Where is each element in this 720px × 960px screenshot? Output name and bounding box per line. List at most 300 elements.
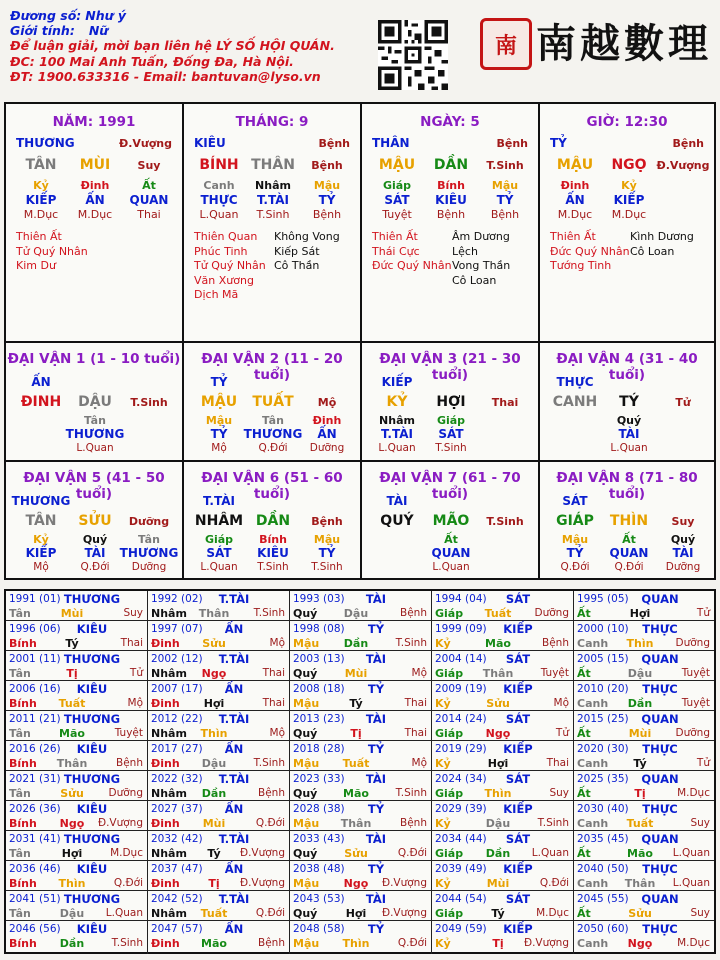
hidden-state: Q.Đới	[560, 561, 590, 573]
year-god: THƯƠNG	[63, 592, 121, 606]
year-stem: Tân	[9, 727, 31, 740]
year-label: 2047 (57)	[151, 923, 203, 935]
year-stage: Thai	[404, 697, 427, 709]
stars-list-b	[274, 230, 340, 274]
year-label: 2005 (15)	[577, 653, 629, 665]
year-god: TỶ	[367, 742, 385, 756]
dai-van-branch: HỢI	[436, 394, 466, 410]
year-god: SÁT	[505, 652, 531, 666]
year-label: 2034 (44)	[435, 833, 487, 845]
star-item: Đức Quý Nhân	[550, 244, 630, 258]
hidden-state: Tuyệt	[382, 208, 412, 221]
year-cell[interactable]	[290, 801, 432, 831]
year-cell[interactable]	[432, 681, 574, 711]
dai-van-branch: THÌN	[609, 513, 649, 529]
dai-van-6	[184, 462, 362, 579]
hidden-god: TỶ	[566, 546, 584, 560]
hidden-stem: Nhâm	[255, 179, 291, 192]
brand-calligraphy: 南越數理	[536, 20, 712, 67]
year-stage: M.Dục	[536, 907, 569, 919]
dai-van-stage: Bệnh	[311, 515, 343, 528]
year-stage: Tuyệt	[681, 697, 710, 709]
year-stem: Bính	[9, 877, 37, 890]
year-label: 2045 (55)	[577, 893, 629, 905]
year-stem: Quý	[293, 907, 318, 920]
year-cell[interactable]	[432, 861, 574, 891]
year-stem: Tân	[9, 607, 31, 620]
hidden-god: ẤN	[565, 193, 585, 207]
year-branch: Mão	[343, 787, 369, 800]
year-branch: Mùi	[60, 607, 84, 620]
year-stage: T.Sinh	[111, 937, 143, 949]
year-cell[interactable]	[574, 681, 714, 711]
year-label: 2029 (39)	[435, 803, 487, 815]
hidden-god: T.TÀI	[381, 427, 413, 441]
year-cell[interactable]	[148, 921, 290, 954]
year-branch: Thân	[624, 877, 656, 890]
year-label: 2009 (19)	[435, 683, 487, 695]
year-stage: Tử	[696, 607, 710, 619]
year-stage: Thai	[120, 637, 143, 649]
year-cell[interactable]	[432, 651, 574, 681]
stars-list-a	[194, 230, 266, 303]
year-stem: Giáp	[435, 607, 464, 620]
year-stem: Mậu	[293, 697, 320, 710]
year-branch: Dậu	[343, 607, 369, 620]
year-stage: Mộ	[411, 667, 427, 679]
year-cell[interactable]	[6, 681, 148, 711]
year-cell[interactable]	[574, 591, 714, 621]
stars-list-a	[550, 230, 630, 274]
hidden-state: Q.Đới	[258, 442, 288, 454]
year-cell[interactable]	[574, 621, 714, 651]
year-cell[interactable]	[290, 591, 432, 621]
pillar-top-god: THÂN	[372, 136, 410, 150]
year-stem: Quý	[293, 727, 318, 740]
hidden-stem: Bính	[259, 533, 287, 546]
year-cell[interactable]	[148, 861, 290, 891]
hidden-god: TÀI	[672, 546, 694, 560]
year-god: KIÊU	[76, 862, 108, 876]
year-god: KIÊU	[76, 922, 108, 936]
year-cell[interactable]	[432, 891, 574, 921]
year-branch: Tị	[492, 937, 504, 950]
year-god: SÁT	[505, 832, 531, 846]
year-cell[interactable]	[432, 591, 574, 621]
year-god: TÀI	[365, 892, 387, 906]
year-stem: Canh	[577, 757, 609, 770]
year-cell[interactable]	[290, 861, 432, 891]
pillar-top-stage: Bệnh	[318, 137, 350, 150]
year-cell[interactable]	[574, 651, 714, 681]
year-branch: Tý	[491, 907, 505, 920]
year-branch: Hợi	[61, 847, 83, 860]
year-label: 1995 (05)	[577, 593, 629, 605]
year-cell[interactable]	[6, 861, 148, 891]
year-stage: Suy	[690, 817, 710, 829]
dai-van-god: SÁT	[562, 494, 588, 508]
year-god: TÀI	[365, 772, 387, 786]
star-item: Thiên Ất	[372, 230, 418, 243]
year-branch: Sửu	[486, 697, 510, 710]
year-stage: M.Dục	[677, 937, 710, 949]
year-god: QUAN	[641, 892, 679, 906]
year-branch: Thìn	[58, 877, 86, 890]
hidden-god: TỶ	[210, 427, 228, 441]
year-cell[interactable]	[432, 621, 574, 651]
year-cell[interactable]	[148, 891, 290, 921]
year-label: 2050 (60)	[577, 923, 629, 935]
hidden-god: KIẾP	[25, 546, 57, 560]
year-cell[interactable]	[432, 831, 574, 861]
year-god: THỰC	[642, 682, 678, 696]
year-cell[interactable]	[6, 831, 148, 861]
pillar-top-god: KIÊU	[194, 136, 226, 150]
owner-label: Đương số:	[10, 8, 82, 23]
year-stage: Bệnh	[400, 607, 427, 619]
hidden-god: QUAN	[431, 546, 471, 560]
year-cell[interactable]	[148, 591, 290, 621]
year-stage: Tuyệt	[114, 727, 143, 739]
year-branch: Hợi	[345, 907, 367, 920]
year-cell[interactable]	[6, 801, 148, 831]
year-cell[interactable]	[432, 801, 574, 831]
year-cell[interactable]	[148, 711, 290, 741]
year-stage: Mộ	[553, 697, 569, 709]
hidden-god: THƯƠNG	[119, 546, 179, 560]
year-cell[interactable]	[432, 711, 574, 741]
year-stem: Kỷ	[435, 817, 451, 830]
year-stem: Tân	[9, 847, 31, 860]
year-branch: Tuất	[58, 697, 86, 710]
dai-van-title: ĐẠI VẬN 3 (21 - 30 tuổi)	[379, 351, 521, 383]
year-cell[interactable]	[6, 651, 148, 681]
dai-van-stem: ĐINH	[20, 394, 62, 410]
pillar-branch: THÂN	[251, 157, 295, 173]
dai-van-2	[184, 343, 362, 462]
year-cell[interactable]	[6, 771, 148, 801]
year-cell[interactable]	[574, 861, 714, 891]
year-stage: Tử	[555, 727, 569, 739]
star-item: Tử Quý Nhân	[194, 259, 266, 272]
year-label: 2015 (25)	[577, 713, 629, 725]
year-cell[interactable]	[574, 891, 714, 921]
pillar-stem: BÍNH	[199, 157, 239, 173]
dai-van-stem: NHÂM	[194, 513, 244, 529]
year-branch: Ngọ	[201, 667, 227, 680]
year-cell[interactable]	[290, 921, 432, 954]
hidden-stem: Mậu	[205, 414, 233, 427]
year-stage: M.Dục	[677, 787, 710, 799]
star-item: Vong Thần	[452, 259, 511, 272]
hidden-stem: Bính	[437, 179, 465, 192]
year-label: 2048 (58)	[293, 923, 345, 935]
year-stem: Tân	[9, 907, 31, 920]
year-branch: Tuất	[626, 817, 654, 830]
year-branch: Tý	[633, 757, 647, 770]
year-cell[interactable]	[6, 891, 148, 921]
hidden-state: Thai	[137, 208, 161, 221]
chart-grid	[4, 102, 716, 580]
hidden-state: T.Sinh	[257, 561, 289, 573]
pillar-stage: Bệnh	[311, 159, 343, 172]
pillar-top-stage: Bệnh	[672, 137, 704, 150]
star-item: Âm Dương Lệch	[452, 230, 510, 258]
hidden-state: Bệnh	[490, 208, 520, 221]
dai-van-branch: MÃO	[432, 513, 470, 529]
year-branch: Sửu	[628, 907, 652, 920]
seal-text: 南	[494, 33, 517, 59]
year-cell[interactable]	[148, 621, 290, 651]
dai-van-branch: DẬU	[78, 394, 112, 410]
year-stage: Suy	[690, 907, 710, 919]
address-line: ĐC: 100 Mai Anh Tuấn, Đống Đa, Hà Nội.	[10, 53, 294, 69]
pillar-title: GIỜ: 12:30	[586, 114, 668, 130]
year-stem: Giáp	[435, 787, 464, 800]
hidden-god: KIÊU	[435, 193, 467, 207]
year-stage: Dưỡng	[675, 637, 710, 649]
dai-van-god: TÀI	[386, 494, 408, 508]
pillar-stem: MẬU	[556, 157, 594, 173]
year-stem: Mậu	[293, 757, 320, 770]
year-cell[interactable]	[290, 621, 432, 651]
year-cell[interactable]	[290, 741, 432, 771]
dai-van-stage: Dưỡng	[128, 515, 170, 528]
star-item: Tử Quý Nhân	[16, 244, 88, 258]
hidden-god: KIẾP	[613, 193, 645, 207]
hidden-state: Q.Đới	[80, 561, 110, 573]
year-cell[interactable]	[148, 831, 290, 861]
year-god: THỰC	[642, 622, 678, 636]
year-branch: Tuất	[200, 907, 228, 920]
year-stage: Dưỡng	[108, 787, 143, 799]
year-cell[interactable]	[290, 891, 432, 921]
year-stem: Canh	[577, 937, 609, 950]
year-stage: Đ.Vượng	[239, 877, 285, 889]
year-label: 2023 (33)	[293, 773, 345, 785]
year-stem: Giáp	[435, 907, 464, 920]
year-branch: Mão	[59, 727, 85, 740]
year-stage: L.Quan	[672, 847, 710, 859]
year-stem: Ất	[577, 847, 591, 860]
year-cell[interactable]	[148, 771, 290, 801]
year-label: 1991 (01)	[9, 593, 61, 605]
year-stage: Q.Đới	[539, 877, 569, 889]
year-stage: Đ.Vượng	[239, 847, 285, 859]
year-branch: Ngọ	[627, 937, 653, 950]
year-branch: Dần	[627, 697, 653, 710]
star-item: Kim Dư	[16, 259, 56, 272]
year-cell[interactable]	[574, 771, 714, 801]
hidden-state: L.Quan	[200, 561, 238, 573]
hidden-god: SÁT	[438, 427, 464, 441]
year-cell[interactable]	[148, 741, 290, 771]
year-god: THỰC	[642, 802, 678, 816]
year-stem: Ất	[577, 607, 591, 620]
hidden-stem: Canh	[203, 179, 235, 192]
year-god: T.TÀI	[218, 592, 250, 606]
hidden-god: TÀI	[84, 546, 106, 560]
year-stage: T.Sinh	[395, 787, 427, 799]
year-label: 2035 (45)	[577, 833, 629, 845]
pillar-top-stage: Đ.Vượng	[118, 137, 172, 150]
year-branch: Dần	[485, 847, 511, 860]
year-stage: Mộ	[127, 697, 143, 709]
year-branch: Mùi	[628, 727, 652, 740]
qr-code-icon	[378, 20, 448, 90]
star-item: Cô Thần	[274, 259, 320, 272]
year-god: QUAN	[641, 772, 679, 786]
hidden-stem: Mậu	[313, 179, 341, 192]
year-cell[interactable]	[574, 831, 714, 861]
hidden-state: T.Sinh	[435, 442, 467, 454]
year-god: THỰC	[642, 922, 678, 936]
year-stem: Mậu	[293, 937, 320, 950]
year-stem: Quý	[293, 847, 318, 860]
hidden-stem: Giáp	[382, 179, 412, 192]
contact-line: Để luận giải, mời bạn liên hệ LÝ SỐ HỘI QUÁN.	[10, 38, 335, 54]
hidden-god: QUAN	[609, 546, 649, 560]
year-cell[interactable]	[574, 801, 714, 831]
year-stage: M.Dục	[110, 847, 143, 859]
year-cell[interactable]	[6, 921, 148, 954]
year-stage: Bệnh	[400, 817, 427, 829]
year-label: 2038 (48)	[293, 863, 345, 875]
dai-van-8	[540, 462, 714, 579]
year-cell[interactable]	[148, 801, 290, 831]
hidden-state: T.Sinh	[256, 208, 290, 221]
year-god: THƯƠNG	[63, 712, 121, 726]
year-branch: Dậu	[627, 667, 653, 680]
year-branch: Hợi	[629, 607, 651, 620]
phone-email-line[interactable]: ĐT: 1900.633316 - Email: bantuvan@lyso.vn	[10, 68, 321, 84]
year-cell[interactable]	[290, 681, 432, 711]
year-god: ẤN	[224, 862, 244, 876]
year-label: 2042 (52)	[151, 893, 203, 905]
year-cell[interactable]	[6, 591, 148, 621]
year-cell[interactable]	[290, 771, 432, 801]
year-cell[interactable]	[432, 921, 574, 954]
year-god: TÀI	[365, 712, 387, 726]
year-god: SÁT	[505, 592, 531, 606]
year-god: TỶ	[367, 922, 385, 936]
year-stage: L.Quan	[672, 877, 710, 889]
year-stem: Đinh	[151, 757, 180, 770]
year-cell[interactable]	[574, 921, 714, 954]
stars-list-a	[16, 230, 88, 274]
year-branch: Mão	[627, 847, 653, 860]
year-cell[interactable]	[6, 711, 148, 741]
year-stage: T.Sinh	[537, 817, 569, 829]
star-item: Đức Quý Nhân	[372, 259, 452, 272]
year-god: TỶ	[367, 862, 385, 876]
year-stage: L.Quan	[531, 847, 569, 859]
pillar-hour	[540, 104, 714, 343]
dai-van-title: ĐẠI VẬN 4 (31 - 40 tuổi)	[556, 351, 698, 383]
year-stem: Đinh	[151, 697, 180, 710]
year-branch: Tuất	[484, 607, 512, 620]
year-branch: Dậu	[201, 757, 227, 770]
dai-van-stage: T.Sinh	[130, 396, 168, 409]
year-label: 2028 (38)	[293, 803, 345, 815]
year-stage: Mộ	[269, 727, 285, 739]
year-cell[interactable]	[432, 771, 574, 801]
year-cell[interactable]	[432, 741, 574, 771]
dai-van-branch: TÝ	[619, 394, 639, 410]
year-stage: Đ.Vượng	[97, 817, 143, 829]
hidden-stem: Đinh	[560, 179, 590, 192]
hidden-stem: Kỷ	[621, 179, 637, 192]
year-branch: Ngọ	[59, 817, 85, 830]
year-god: T.TÀI	[218, 712, 250, 726]
hidden-stem: Giáp	[204, 533, 234, 546]
year-cell[interactable]	[290, 831, 432, 861]
dai-van-branch: SỬU	[78, 513, 112, 529]
year-cell[interactable]	[6, 621, 148, 651]
year-label: 2013 (23)	[293, 713, 345, 725]
annual-table	[4, 589, 716, 954]
pillar-day	[362, 104, 540, 343]
dai-van-title: ĐẠI VẬN 7 (61 - 70 tuổi)	[379, 470, 521, 502]
year-cell[interactable]	[290, 711, 432, 741]
dai-van-stem: CANH	[552, 394, 598, 410]
year-stem: Giáp	[435, 847, 464, 860]
hidden-god: ẤN	[85, 193, 105, 207]
year-cell[interactable]	[148, 651, 290, 681]
year-label: 2002 (12)	[151, 653, 203, 665]
year-branch: Dậu	[59, 907, 85, 920]
hidden-state: L.Quan	[610, 442, 648, 454]
dai-van-title: ĐẠI VẬN 5 (41 - 50 tuổi)	[23, 470, 165, 502]
year-stage: Q.Đới	[255, 817, 285, 829]
dai-van-branch: TUẤT	[252, 394, 294, 410]
year-label: 2011 (21)	[9, 713, 61, 725]
year-label: 2041 (51)	[9, 893, 61, 905]
star-item: Dịch Mã	[194, 288, 239, 301]
hidden-state: L.Quan	[76, 442, 114, 454]
dai-van-title: ĐẠI VẬN 6 (51 - 60 tuổi)	[201, 470, 343, 502]
year-label: 2019 (29)	[435, 743, 487, 755]
year-cell[interactable]	[290, 651, 432, 681]
year-label: 1999 (09)	[435, 623, 487, 635]
year-label: 2018 (28)	[293, 743, 345, 755]
year-cell[interactable]	[148, 681, 290, 711]
year-stage: Q.Đới	[397, 847, 427, 859]
dai-van-god: T.TÀI	[203, 494, 235, 508]
pillar-month	[184, 104, 362, 343]
year-god: KIÊU	[76, 802, 108, 816]
year-cell[interactable]	[574, 711, 714, 741]
dai-van-stage: Tử	[675, 396, 691, 409]
pillar-stem: MẬU	[378, 157, 416, 173]
dai-van-stem: MẬU	[200, 394, 238, 410]
year-stage: L.Quan	[105, 907, 143, 919]
year-cell[interactable]	[574, 741, 714, 771]
year-stem: Kỷ	[435, 757, 451, 770]
year-stem: Canh	[577, 877, 609, 890]
hidden-god: QUAN	[129, 193, 169, 207]
year-cell[interactable]	[6, 741, 148, 771]
year-god: QUAN	[641, 592, 679, 606]
star-item: Kình Dương	[630, 230, 694, 243]
year-branch: Thìn	[484, 787, 512, 800]
hidden-stem: Tân	[84, 414, 106, 427]
dai-van-god: THỰC	[556, 375, 594, 389]
hidden-state: M.Dục	[77, 208, 113, 221]
hidden-stem: Mậu	[491, 179, 519, 192]
year-god: KIẾP	[503, 922, 533, 936]
year-stem: Nhâm	[151, 847, 187, 860]
